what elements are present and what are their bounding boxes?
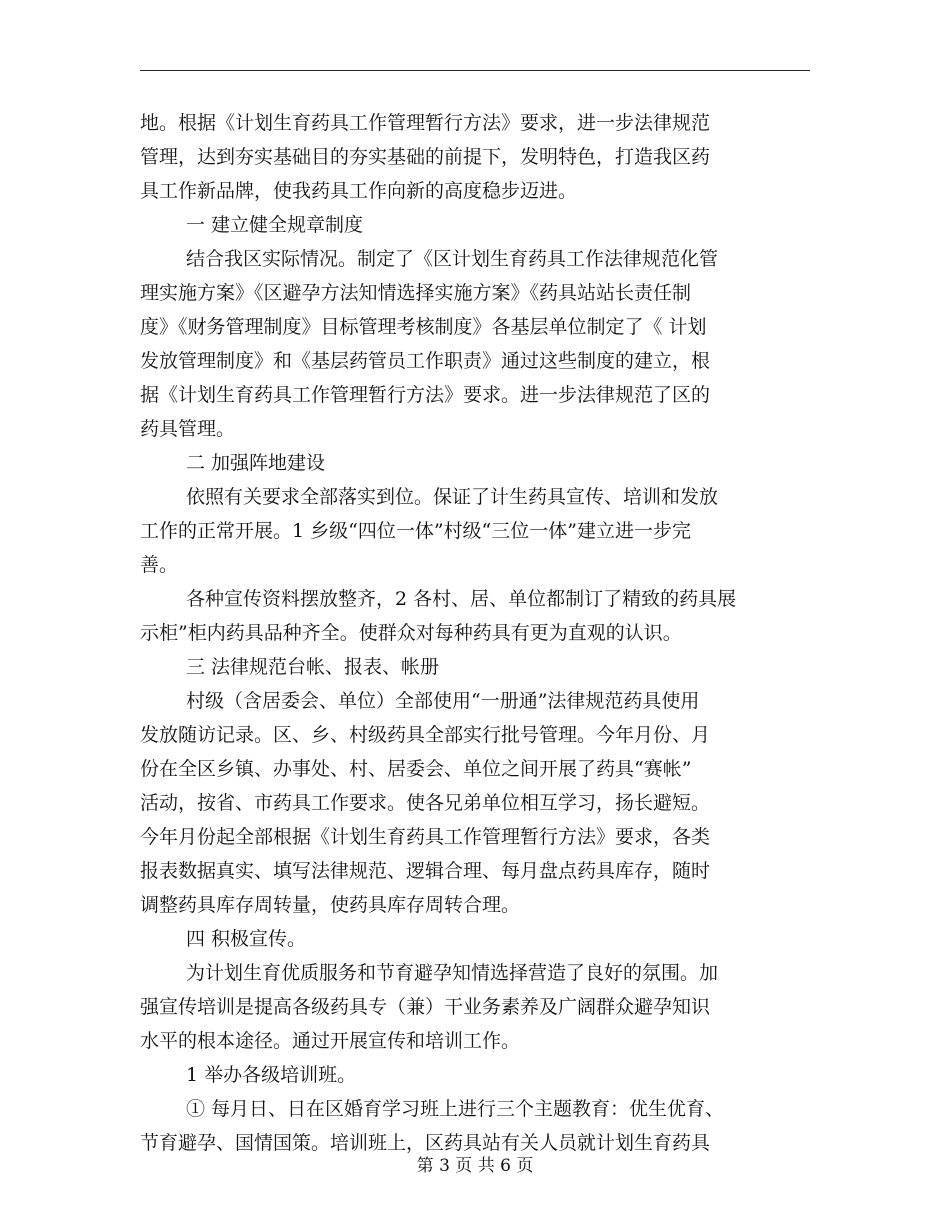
text-line: ① 每月日、日在区婚育学习班上进行三个主题教育：优生优育、 (186, 1098, 725, 1120)
text-line: 各种宣传资料摆放整齐，2 各村、居、单位都制订了精致的药具展 (186, 588, 737, 610)
text-line: 1 举办各级培训班。 (186, 1064, 357, 1086)
text-line: 发放管理制度》和《基层药管员工作职责》通过这些制度的建立，根 (140, 350, 711, 372)
text-line: 为计划生育优质服务和节育避孕知情选择营造了良好的氛围。加 (186, 962, 719, 984)
text-line: 地。根据《计划生育药具工作管理暂行方法》要求，进一步法律规范 (140, 112, 711, 134)
text-line: 理实施方案》《区避孕方法知情选择实施方案》《药具站站长责任制 (140, 282, 692, 304)
text-line: 管理，达到夯实基础目的夯实基础的前提下，发明特色，打造我区药 (140, 146, 711, 168)
text-line: 二 加强阵地建设 (186, 452, 326, 474)
text-line: 调整药具库存周转量，使药具库存周转合理。 (140, 894, 521, 916)
text-line: 药具管理。 (140, 418, 236, 440)
text-line: 度》《财务管理制度》目标管理考核制度》各基层单位制定了《 计划 (140, 316, 707, 338)
page-number: 第 3 页 共 6 页 (416, 1156, 534, 1176)
text-line: 依照有关要求全部落实到位。保证了计生药具宣传、培训和发放 (186, 486, 719, 508)
text-line: 四 积极宣传。 (186, 928, 307, 950)
text-line: 活动，按省、市药具工作要求。使各兄弟单位相互学习，扬长避短。 (140, 792, 711, 814)
text-line: 今年月份起全部根据《计划生育药具工作管理暂行方法》要求，各类 (140, 826, 711, 848)
text-line: 三 法律规范台帐、报表、帐册 (186, 656, 440, 678)
text-line: 结合我区实际情况。制定了《区计划生育药具工作法律规范化管 (186, 248, 719, 270)
header-rule (140, 70, 810, 71)
text-line: 水平的根本途径。通过开展宣传和培训工作。 (140, 1030, 521, 1052)
text-line: 善。 (140, 554, 179, 576)
text-line: 示柜”柜内药具品种齐全。使群众对每种药具有更为直观的认识。 (140, 622, 682, 644)
text-line: 据《计划生育药具工作管理暂行方法》要求。进一步法律规范了区的 (140, 384, 711, 406)
text-line: 份在全区乡镇、办事处、村、居委会、单位之间开展了药具“赛帐” (140, 758, 692, 780)
text-line: 强宣传培训是提高各级药具专（兼）干业务素养及广阔群众避孕知识 (140, 996, 711, 1018)
text-line: 村级（含居委会、单位）全部使用“一册通”法律规范药具使用 (186, 690, 700, 712)
document-body (140, 106, 810, 1160)
text-line: 工作的正常开展。1 乡级“四位一体”村级“三位一体”建立进一步完 (140, 520, 691, 542)
text-line: 发放随访记录。区、乡、村级药具全部实行批号管理。今年月份、月 (140, 724, 711, 746)
text-line: 报表数据真实、填写法律规范、逻辑合理、每月盘点药具库存，随时 (140, 860, 711, 882)
text-line: 一 建立健全规章制度 (186, 214, 364, 236)
text-line: 节育避孕、国情国策。培训班上，区药具站有关人员就计划生育药具 (140, 1132, 711, 1154)
text-line: 具工作新品牌，使我药具工作向新的高度稳步迈进。 (140, 180, 578, 202)
